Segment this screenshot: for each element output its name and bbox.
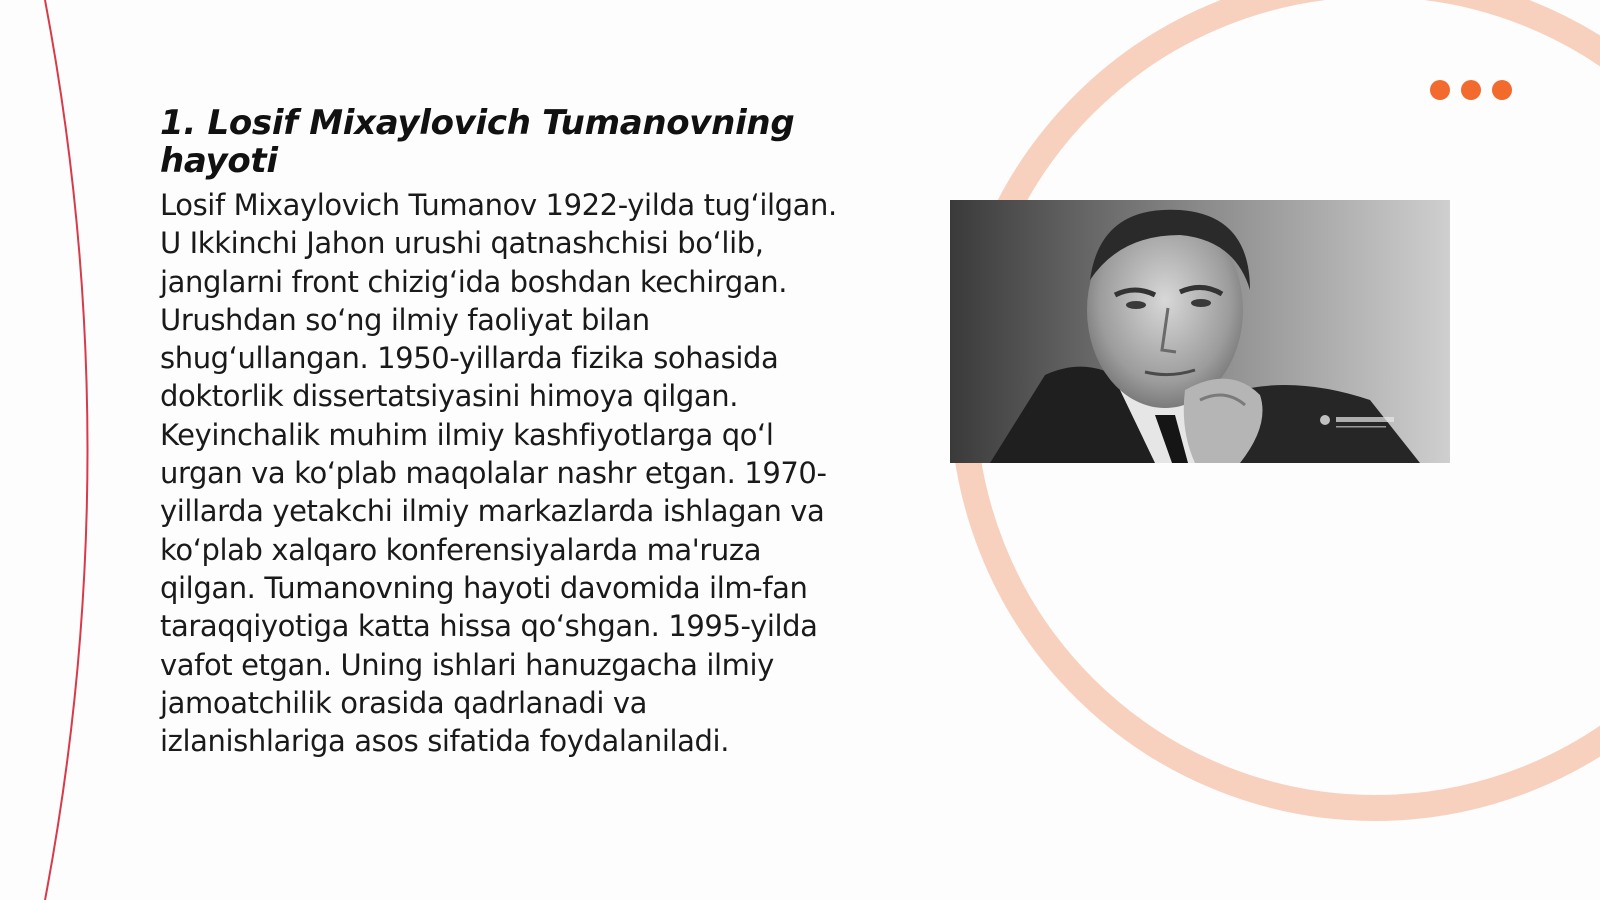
dot-icon xyxy=(1430,80,1450,100)
dot-icon xyxy=(1461,80,1481,100)
slide-title: 1. Losif Mixaylovich Tumanovning hayoti xyxy=(160,103,795,181)
left-red-arc xyxy=(45,0,88,900)
biography-text: Losif Mixaylovich Tumanov 1922-yilda tugʻilgan. U Ikkinchi Jahon urushi qatnashchisi boʻlib, janglarni front chizigʻida boshdan kechirgan. Urushdan soʻng ilmiy faoliyat bilan shugʻullangan. 1950-yillarda fizika sohasida doktorlik dissertatsiyasini himoya qilgan. Keyinchalik muhim ilmiy kashfiyotlarga qoʻl urgan va koʻplab maqolalar nashr etgan. 1970-yillarda yetakchi ilmiy markazlarda ishlagan va koʻplab xalqaro konferensiyalarda ma'ruza qilgan. Tumanovning hayoti davomida ilm-fan taraqqiyotiga katta hissa qoʻshgan. 1995-yilda vafot etgan. Uning ishlari hanuzgacha ilmiy jamoatchilik orasida qadrlanadi va izlanishlariga asos sifatida foydalaniladi. xyxy=(160,188,837,759)
portrait-image xyxy=(950,200,1450,463)
dot-icon xyxy=(1492,80,1512,100)
portrait-photo xyxy=(950,200,1450,463)
three-dots-icon xyxy=(1430,80,1512,100)
